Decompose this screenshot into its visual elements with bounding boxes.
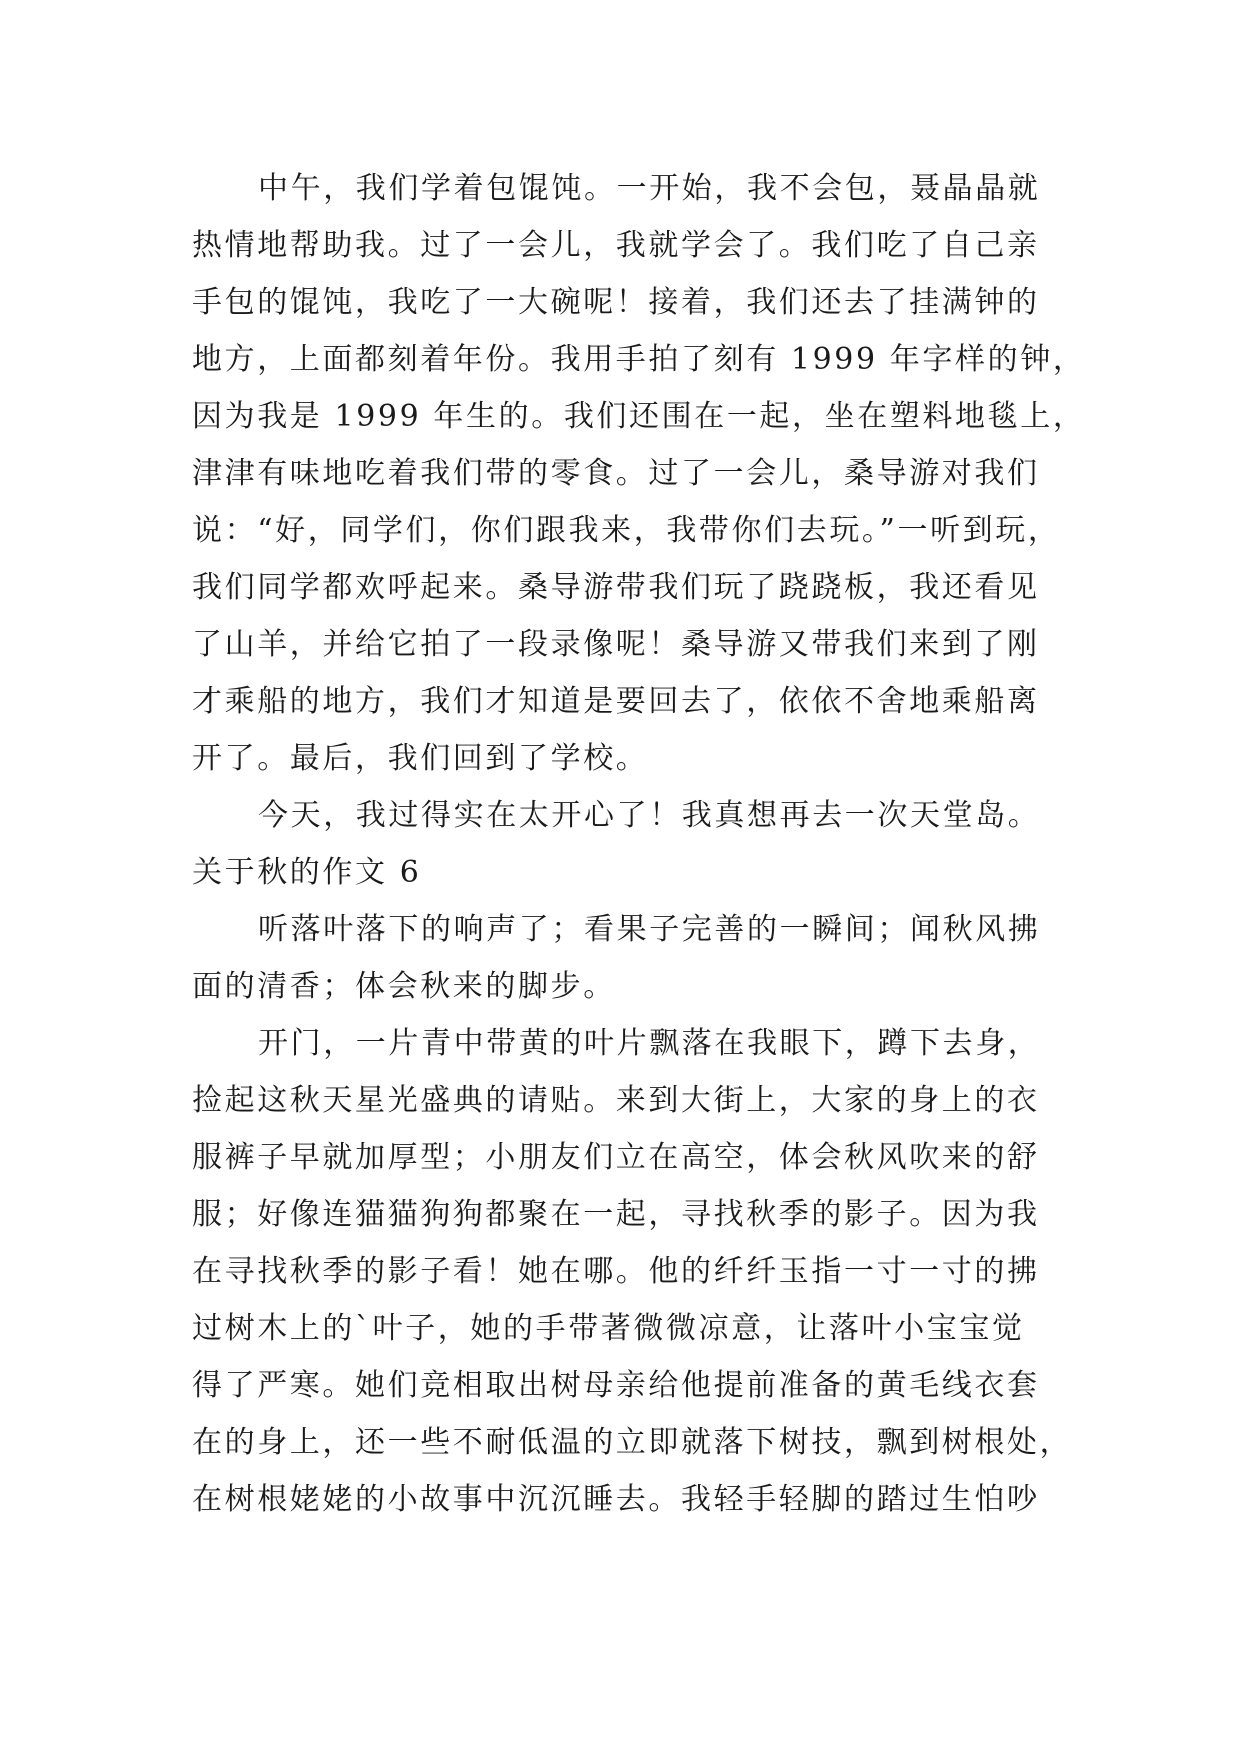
text-line: 服裤子早就加厚型；小朋友们立在高空，体会秋风吹来的舒 — [192, 1140, 1040, 1175]
text-line: 热情地帮助我。过了一会儿，我就学会了。我们吃了自己亲 — [192, 228, 1040, 263]
text-line: 得了严寒。她们竞相取出树母亲给他提前准备的黄毛线衣套 — [192, 1368, 1040, 1403]
text-line: 说：“好，同学们，你们跟我来，我带你们去玩。”一听到玩， — [192, 513, 1061, 548]
text-line: 在的身上，还一些不耐低温的立即就落下树技，飘到树根处， — [192, 1425, 1073, 1460]
text-line: 捡起这秋天星光盛典的请贴。来到大街上，大家的身上的衣 — [192, 1083, 1040, 1118]
text-line: 听落叶落下的响声了；看果子完善的一瞬间；闻秋风拂 — [258, 912, 1041, 947]
text-line: 面的清香；体会秋来的脚步。 — [192, 969, 616, 1004]
text-line: 今天，我过得实在太开心了！我真想再去一次天堂岛。 — [258, 798, 1041, 833]
paragraph-autumn-intro — [192, 901, 1052, 1015]
section-heading — [192, 844, 1052, 901]
text-line: 我们同学都欢呼起来。桑导游带我们玩了跷跷板，我还看见 — [192, 570, 1040, 605]
text-line: 手包的馄饨，我吃了一大碗呢！接着，我们还去了挂满钟的 — [192, 285, 1040, 320]
paragraph-today — [192, 787, 1052, 844]
text-line: 中午，我们学着包馄饨。一开始，我不会包，聂晶晶就 — [258, 171, 1041, 206]
text-line: 服；好像连猫猫狗狗都聚在一起，寻找秋季的影子。因为我 — [192, 1197, 1040, 1232]
text-line: 地方，上面都刻着年份。我用手拍了刻有 1999 年字样的钟， — [192, 342, 1086, 377]
heading-text: 关于秋的作文 6 — [192, 855, 422, 890]
document-body — [192, 160, 1086, 1528]
text-line: 因为我是 1999 年生的。我们还围在一起，坐在塑料地毯上， — [192, 399, 1086, 434]
text-line: 过树木上的`叶子，她的手带著微微凉意，让落叶小宝宝觉 — [192, 1311, 1025, 1346]
text-line: 开了。最后，我们回到了学校。 — [192, 741, 649, 776]
paragraph-autumn-body — [192, 1015, 1073, 1528]
paragraph-lunch — [192, 160, 1086, 787]
text-line: 开门，一片青中带黄的叶片飘落在我眼下，蹲下去身， — [258, 1026, 1041, 1061]
text-line: 在树根姥姥的小故事中沉沉睡去。我轻手轻脚的踏过生怕吵 — [192, 1482, 1040, 1517]
text-line: 了山羊，并给它拍了一段录像呢！桑导游又带我们来到了刚 — [192, 627, 1040, 662]
text-line: 津津有味地吃着我们带的零食。过了一会儿，桑导游对我们 — [192, 456, 1040, 491]
text-line: 在寻找秋季的影子看！她在哪。他的纤纤玉指一寸一寸的拂 — [192, 1254, 1040, 1289]
text-line: 才乘船的地方，我们才知道是要回去了，依依不舍地乘船离 — [192, 684, 1040, 719]
